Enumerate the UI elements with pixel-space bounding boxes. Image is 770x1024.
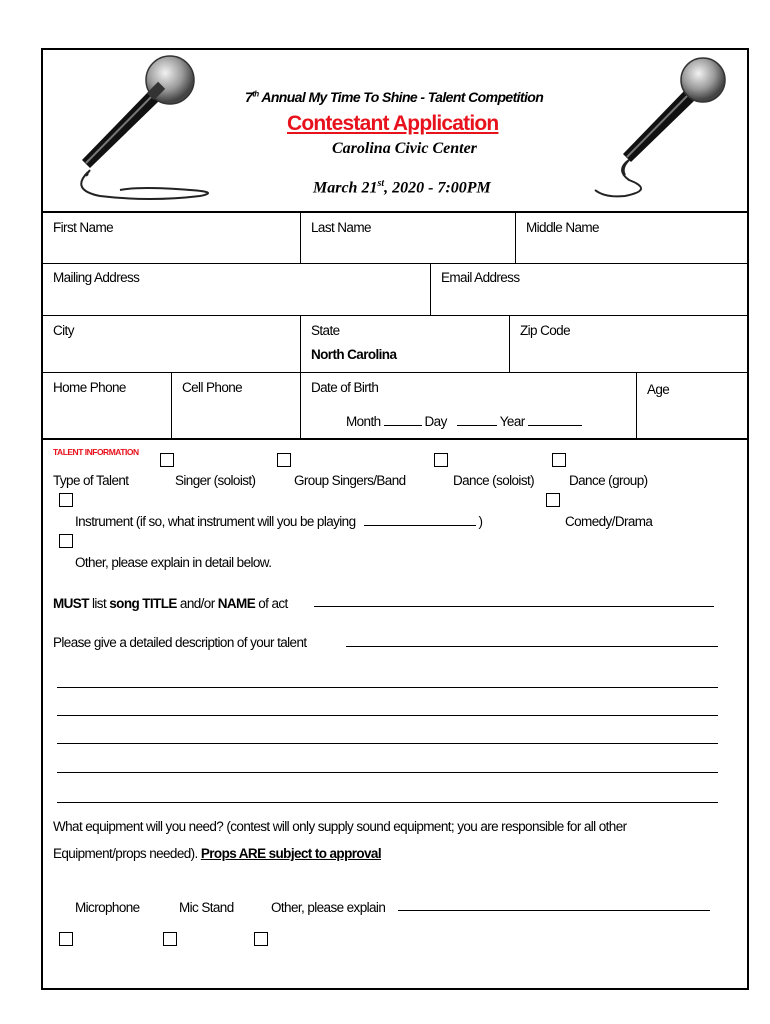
microphone-illustration-left (60, 50, 230, 210)
group-singers-label: Group Singers/Band (294, 473, 406, 488)
description-line-2[interactable] (57, 715, 718, 716)
competition-title: 7th Annual My Time To Shine - Talent Competition (245, 89, 544, 105)
props-approval-note: Props ARE subject to approval (200, 846, 381, 861)
year-label: Year (499, 414, 525, 429)
other-equipment-line[interactable] (398, 910, 710, 911)
song-title-line[interactable] (314, 606, 714, 607)
city-label: City (53, 323, 74, 338)
mailing-address-label: Mailing Address (53, 270, 140, 285)
instrument-label: Instrument (if so, what instrument will you be playing (75, 514, 356, 529)
state-label: State (311, 323, 340, 338)
dance-solo-label: Dance (soloist) (453, 473, 535, 488)
instrument-row: Instrument (if so, what instrument will you be playing ) (75, 514, 483, 529)
instrument-blank[interactable] (364, 524, 476, 526)
comedy-checkbox[interactable] (546, 493, 560, 507)
other-talent-checkbox[interactable] (59, 534, 73, 548)
col-divider-first-last (300, 212, 301, 263)
description-line-0[interactable] (346, 646, 718, 647)
cell-phone-label: Cell Phone (182, 380, 243, 395)
talent-section-label: TALENT INFORMATION (53, 447, 139, 457)
other-equipment-checkbox[interactable] (254, 932, 268, 946)
col-divider-city-state (300, 316, 301, 372)
dob-fields (346, 414, 585, 429)
other-equipment-label: Other, please explain (271, 900, 386, 915)
month-label: Month (346, 414, 381, 429)
row-divider-2 (41, 315, 749, 316)
state-value: North Carolina (311, 347, 397, 362)
instrument-checkbox[interactable] (59, 493, 73, 507)
dance-group-checkbox[interactable] (552, 453, 566, 467)
col-divider-address-email (430, 264, 431, 315)
mic-stand-label: Mic Stand (179, 900, 234, 915)
table-top-border (41, 211, 749, 213)
microphone-label: Microphone (75, 900, 140, 915)
microphone-checkbox[interactable] (59, 932, 73, 946)
date-of-birth-label: Date of Birth (311, 380, 379, 395)
description-line-3[interactable] (57, 743, 718, 744)
col-divider-state-zip (509, 316, 510, 372)
middle-name-label: Middle Name (526, 220, 599, 235)
col-divider-home-cell (171, 373, 172, 438)
year-blank[interactable] (528, 424, 582, 426)
dance-group-label: Dance (group) (569, 473, 648, 488)
singer-checkbox[interactable] (160, 453, 174, 467)
form-title: Contestant Application (287, 112, 499, 135)
comedy-label: Comedy/Drama (565, 514, 653, 529)
first-name-label: First Name (53, 220, 114, 235)
description-label: Please give a detailed description of your talent (53, 635, 307, 650)
age-label: Age (647, 382, 670, 397)
col-divider-last-middle (515, 212, 516, 263)
col-divider-dob-age (636, 373, 637, 438)
equipment-question-line2: Equipment/props needed). Props ARE subject to approval (53, 846, 381, 861)
group-singers-checkbox[interactable] (277, 453, 291, 467)
last-name-label: Last Name (311, 220, 371, 235)
row-divider-1 (41, 263, 749, 264)
table-bottom-border (41, 438, 749, 440)
must-list-label: MUST list song TITLE and/or NAME of act (53, 596, 288, 611)
col-divider-cell-dob (300, 373, 301, 438)
venue: Carolina Civic Center (332, 140, 477, 157)
description-line-1[interactable] (57, 687, 718, 688)
type-of-talent-label: Type of Talent (53, 473, 129, 488)
email-address-label: Email Address (441, 270, 520, 285)
equipment-question-line1: What equipment will you need? (contest will only supply sound equipment; you are responsible for all other (53, 819, 627, 834)
other-talent-label: Other, please explain in detail below. (75, 555, 272, 570)
description-line-5[interactable] (57, 802, 718, 803)
day-label: Day (424, 414, 447, 429)
dance-solo-checkbox[interactable] (434, 453, 448, 467)
zip-code-label: Zip Code (520, 323, 570, 338)
description-line-4[interactable] (57, 772, 718, 773)
singer-label: Singer (soloist) (175, 473, 256, 488)
mic-stand-checkbox[interactable] (163, 932, 177, 946)
day-blank[interactable] (457, 424, 497, 426)
microphone-illustration-right (585, 50, 745, 210)
event-date: March 21st, 2020 - 7:00PM (313, 178, 491, 197)
home-phone-label: Home Phone (53, 380, 126, 395)
month-blank[interactable] (384, 424, 422, 426)
row-divider-3 (41, 372, 749, 373)
